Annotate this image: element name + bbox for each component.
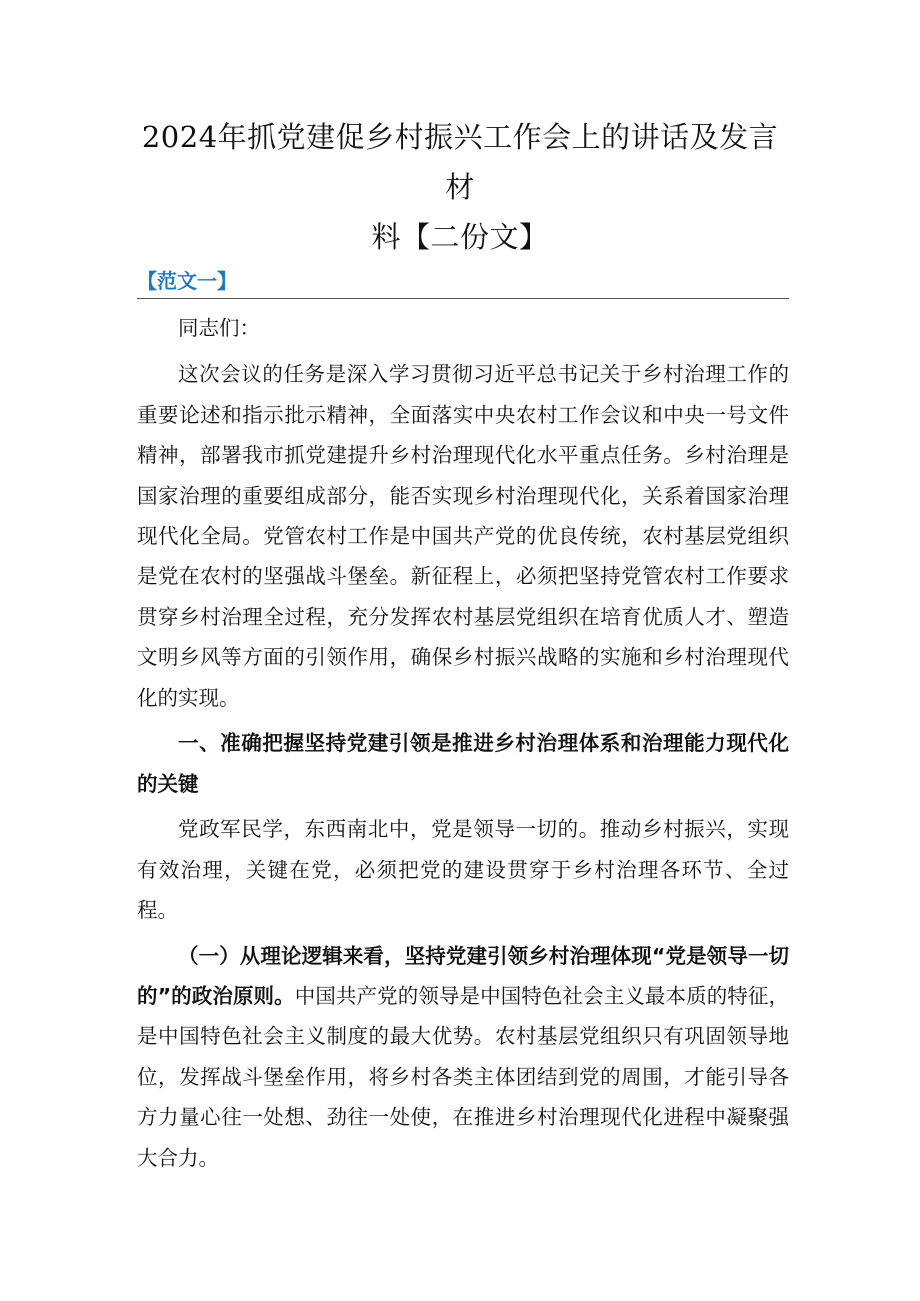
document-title-line-2: 料【二份文】 [371,220,549,254]
section-label: 【范文一】 [137,269,237,293]
paragraph-3-lead: （一）从理论逻辑来看，坚持党建引领乡村治理体现“党是领导一切的”的政治原则。 [137,943,789,1009]
document-title-line-1: 2024年抓党建促乡村振兴工作会上的讲话及发言材 [141,120,779,204]
paragraph-3-body: 中国共产党的领导是中国特色社会主义最本质的特征，是中国特色社会主义制度的最大优势。农村基层党组织只有巩固领导地位，发挥战斗堡垒作用，将乡村各类主体团结到党的周围，才能引导各方力量心往一处想、劲往一处使，在推进乡村治理现代化进程中凝聚强大合力。 [137,984,790,1170]
document-body [137,308,789,1183]
paragraph-3 [137,936,789,1178]
paragraph-2: 党政军民学，东西南北中，党是领导一切的。推动乡村振兴，实现有效治理，关键在党，必须把党的建设贯穿于乡村治理各环节、全过程。 [137,817,789,923]
document-title [130,112,790,262]
section-heading-1: 一、准确把握坚持党建引领是推进乡村治理体系和治理能力现代化的关键 [137,731,789,796]
section-divider [137,298,789,299]
salutation: 同志们： [178,316,260,340]
paragraph-intro: 这次会议的任务是深入学习贯彻习近平总书记关于乡村治理工作的重要论述和指示批示精神，全面落实中央农村工作会议和中央一号文件精神，部署我市抓党建提升乡村治理现代化水平重点任务。乡村治理是国家治理的重要组成部分，能否实现乡村治理现代化，关系着国家治理现代化全局。党管农村工作是中国共产党的优良传统，农村基层党组织是党在农村的坚强战斗堡垒。新征程上，必须把坚持党管农村工作要求贯穿乡村治理全过程，充分发挥农村基层党组织在培育优质人才、塑造文明乡风等方面的引领作用，确保乡村振兴战略的实施和乡村治理现代化的实现。 [137,362,789,710]
